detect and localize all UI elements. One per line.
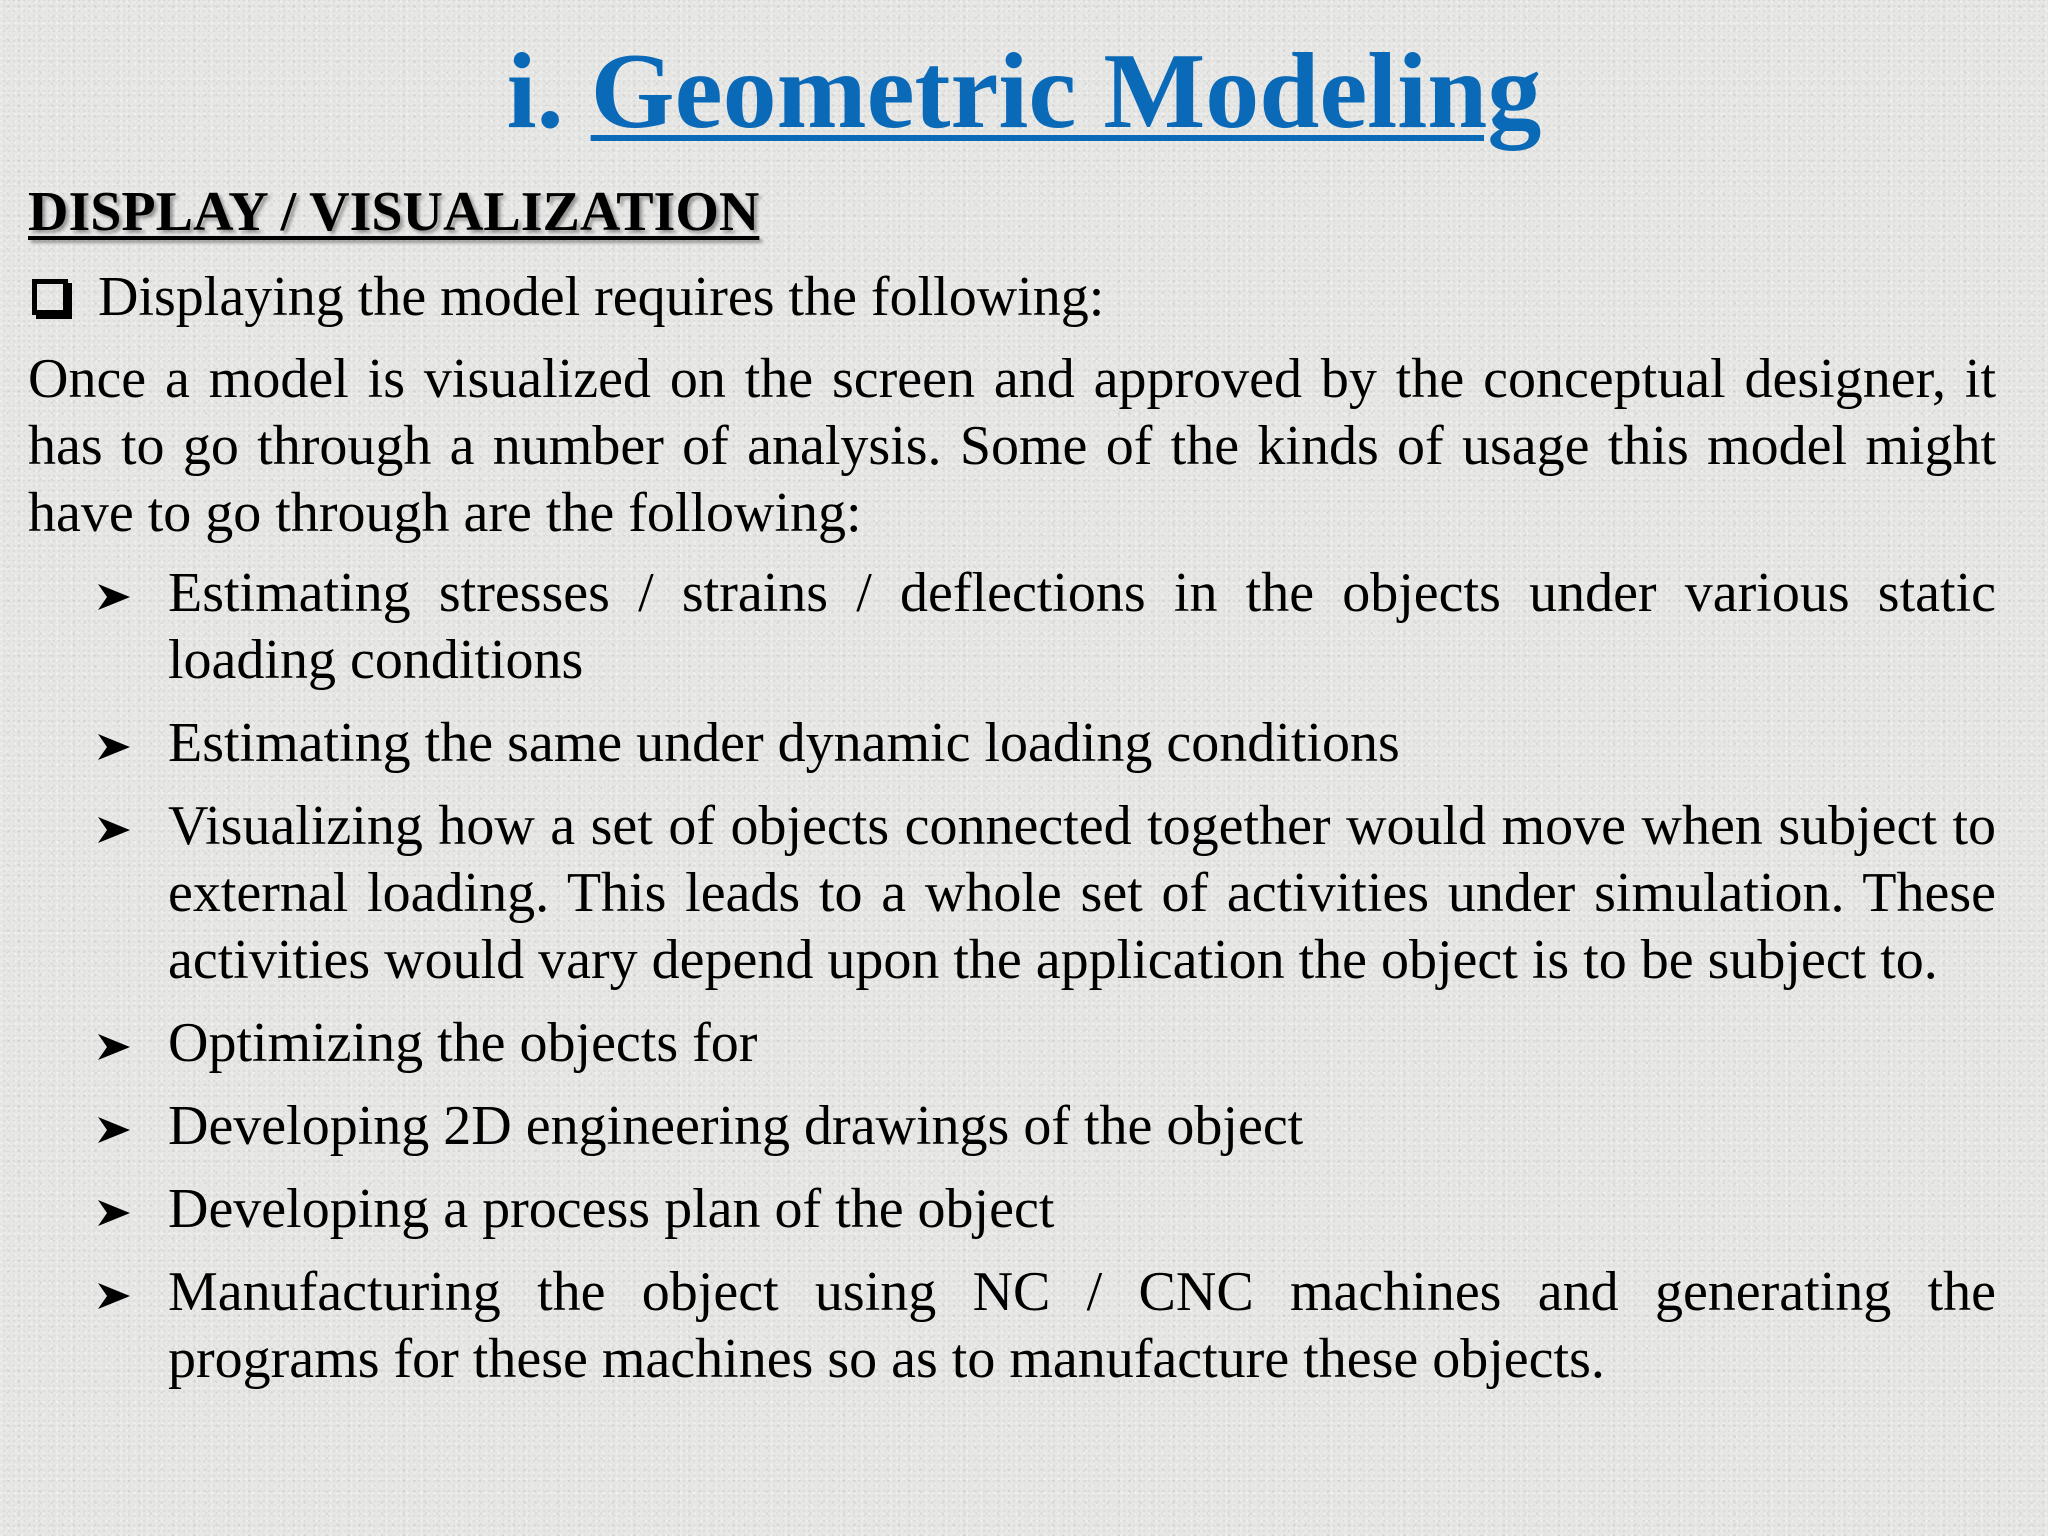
bullet-item <box>96 1010 1996 1077</box>
arrowhead-bullet-icon <box>96 1115 132 1145</box>
bullet-list <box>96 560 1996 1409</box>
bullet-text: Estimating the same under dynamic loading conditions <box>168 712 1400 774</box>
bullet-text: Estimating stresses / strains / deflections in the objects under various static loading conditions <box>168 562 1996 691</box>
bullet-item <box>96 1176 1996 1243</box>
title-prefix: i. <box>506 32 591 151</box>
arrowhead-bullet-icon <box>96 1198 132 1228</box>
checkbox-item-text: Displaying the model requires the following: <box>98 266 1105 328</box>
bullet-item <box>96 560 1996 694</box>
arrowhead-bullet-icon <box>96 732 132 762</box>
section-heading: DISPLAY / VISUALIZATION <box>28 181 760 243</box>
bullet-item <box>96 1259 1996 1393</box>
title-link[interactable]: Geometric Modeling <box>590 32 1542 151</box>
hollow-square-box-icon <box>32 279 68 315</box>
bullet-text: Manufacturing the object using NC / CNC machines and generating the programs for these machines so as to manufacture these objects. <box>168 1261 1996 1390</box>
bullet-text: Developing 2D engineering drawings of the object <box>168 1095 1304 1157</box>
checkbox-item <box>28 262 1104 332</box>
arrowhead-bullet-icon <box>96 1281 132 1311</box>
arrowhead-bullet-icon <box>96 1032 132 1062</box>
arrowhead-bullet-icon <box>96 815 132 845</box>
bullet-text: Visualizing how a set of objects connected together would move when subject to external loading. This leads to a whole set of activities under simulation. These activities would vary depend upon the application the object is to be subject to. <box>168 795 1996 991</box>
bullet-item <box>96 793 1996 994</box>
bullet-item <box>96 710 1996 777</box>
arrowhead-bullet-icon <box>96 582 132 612</box>
intro-paragraph: Once a model is visualized on the screen and approved by the conceptual designer, it has to go through a number of analysis. Some of the kinds of usage this model might have to go through are the following: <box>28 348 1996 544</box>
bullet-text: Optimizing the objects for <box>168 1012 758 1074</box>
bullet-text: Developing a process plan of the object <box>168 1178 1055 1240</box>
bullet-item <box>96 1093 1996 1160</box>
slide-title <box>0 22 2048 162</box>
